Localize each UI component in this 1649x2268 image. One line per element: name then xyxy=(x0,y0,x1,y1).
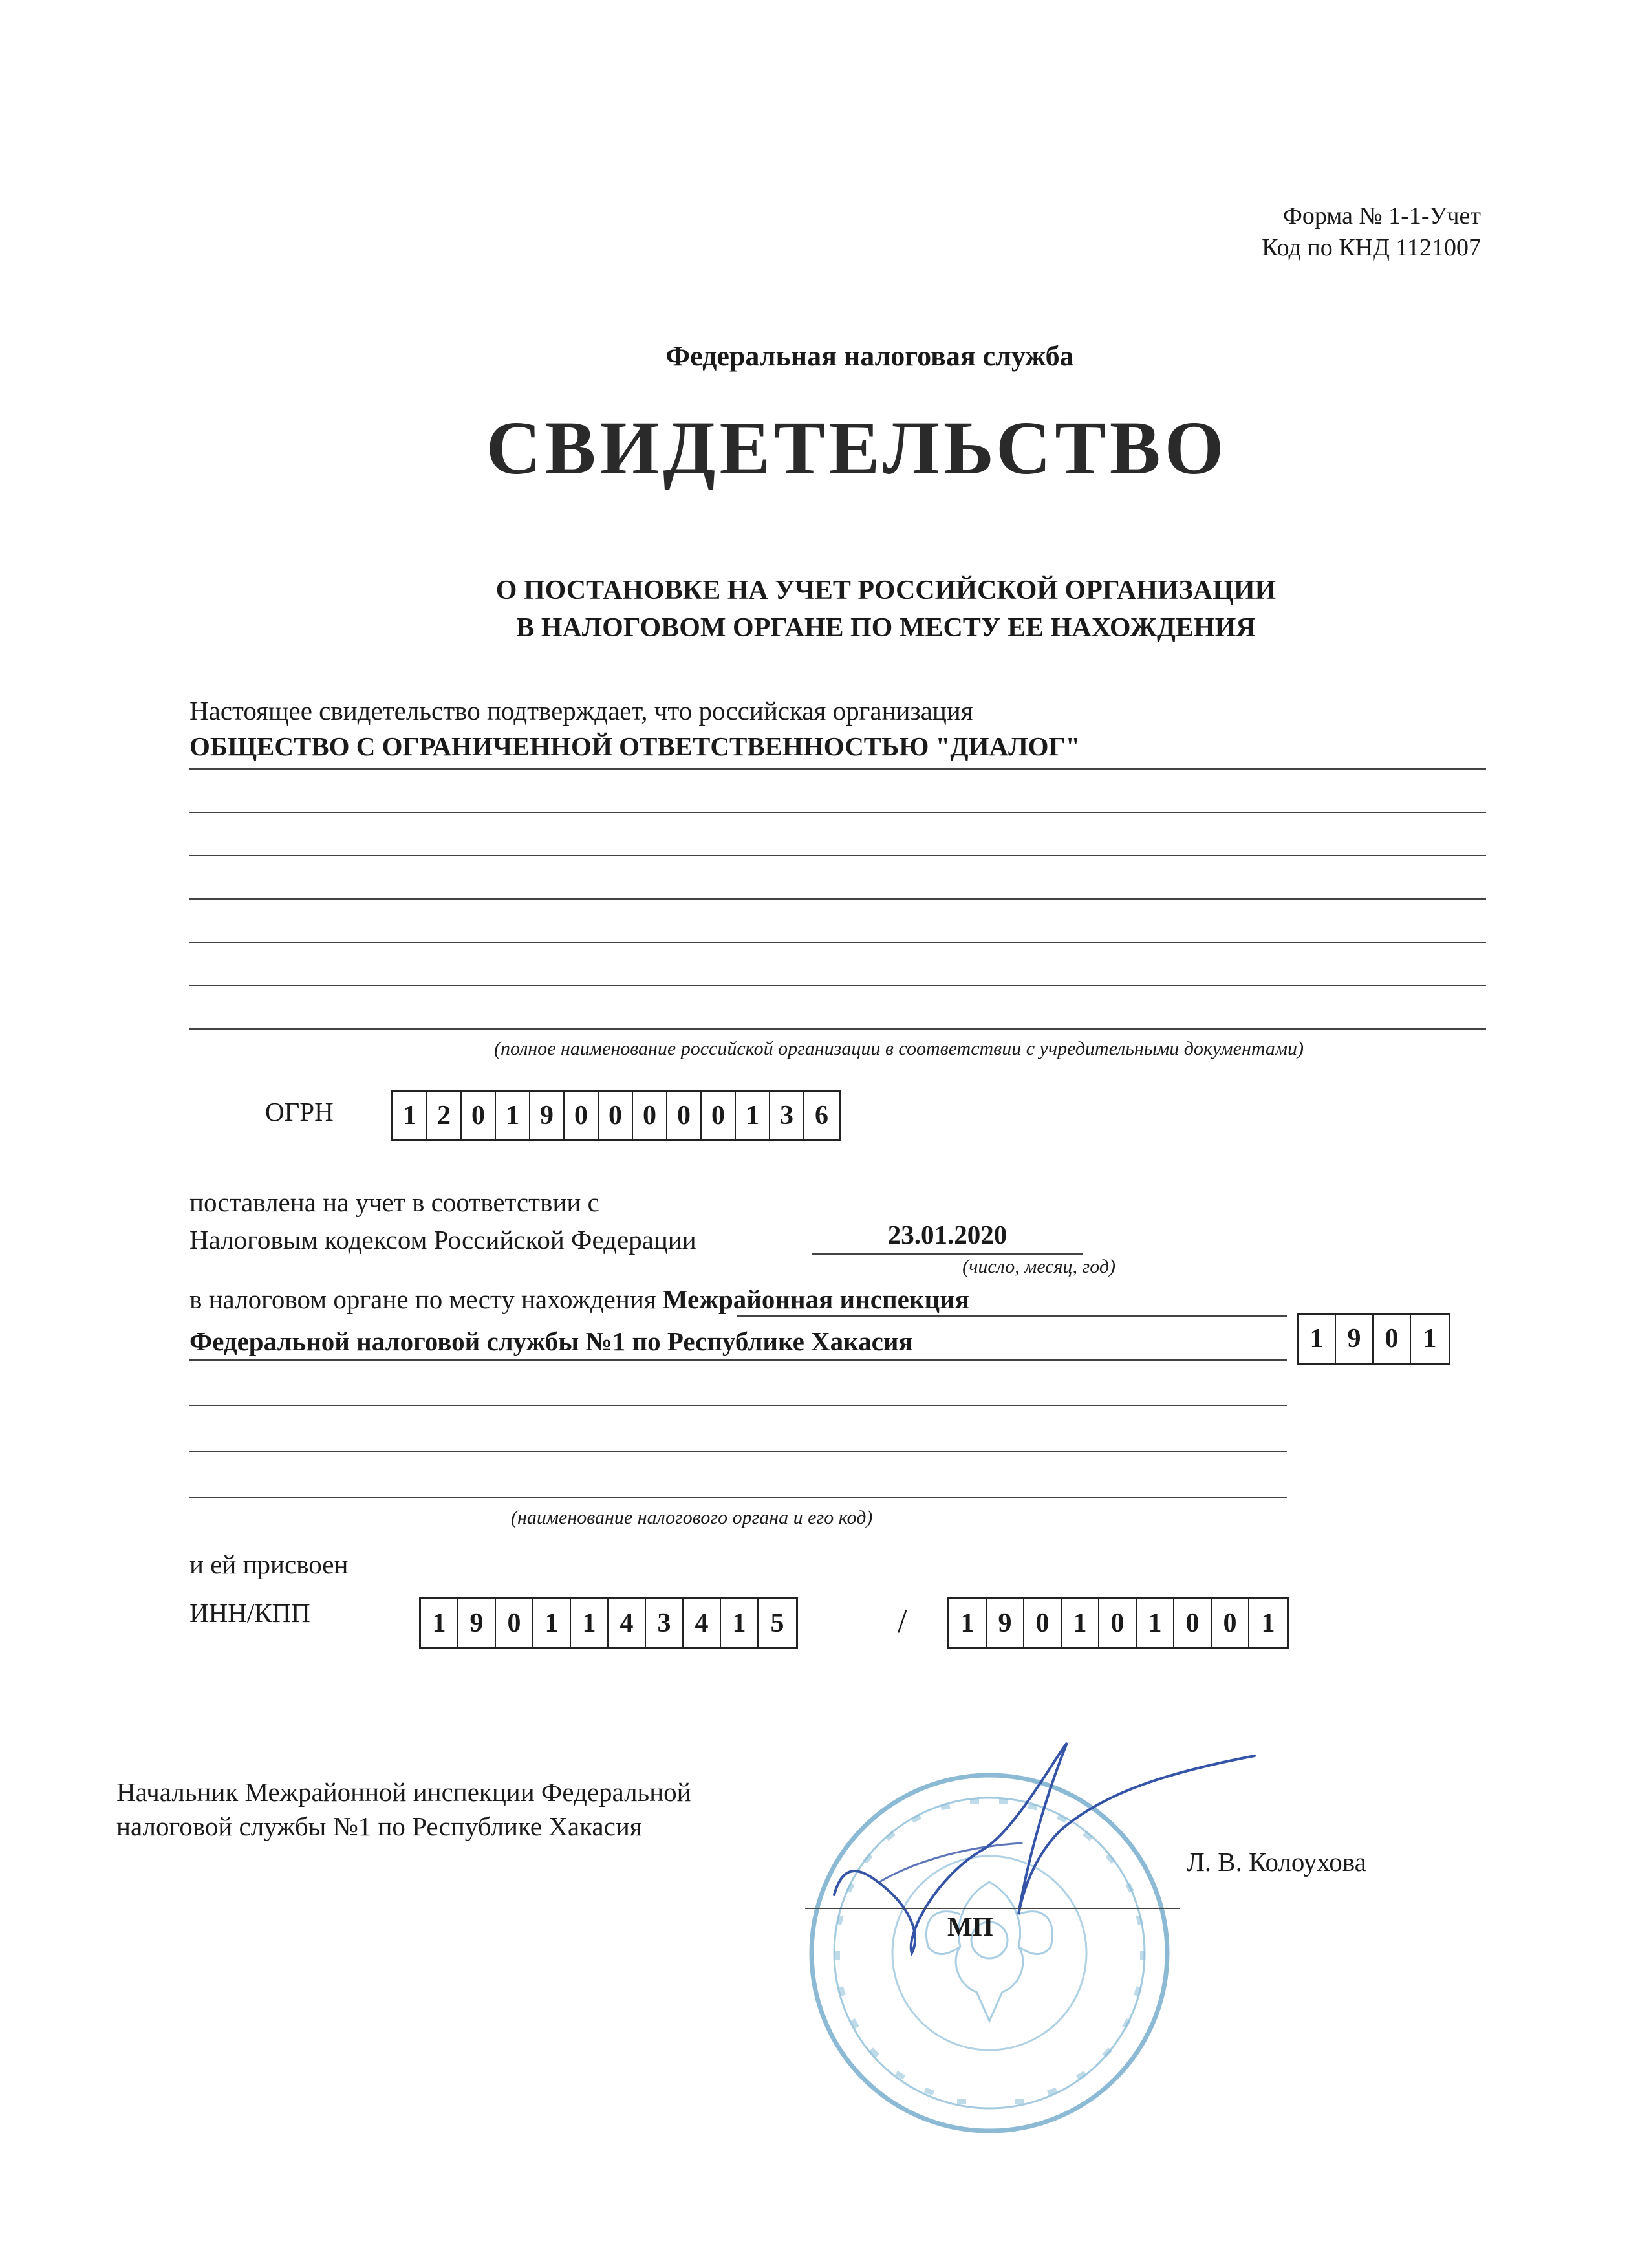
intro-text: Настоящее свидетельство подтверждает, что российская организация xyxy=(189,696,973,726)
inn-digit: 5 xyxy=(770,1608,784,1638)
date-line xyxy=(812,1253,1083,1255)
kpp-digit: 1 xyxy=(1261,1608,1275,1638)
tax-office-code-boxes xyxy=(1297,1313,1450,1365)
tax-office-code-digit: 9 xyxy=(1336,1315,1374,1363)
ogrn-digit: 9 xyxy=(530,1092,565,1139)
inn-digit: 9 xyxy=(458,1599,496,1647)
inn-kpp-label: ИНН/КПП xyxy=(189,1598,310,1628)
assigned-text: и ей присвоен xyxy=(189,1550,349,1579)
ogrn-digit: 0 xyxy=(702,1092,736,1139)
ogrn-digit: 1 xyxy=(736,1092,770,1139)
subtitle-line-1: О ПОСТАНОВКЕ НА УЧЕТ РОССИЙСКОЙ ОРГАНИЗАЦИИ xyxy=(495,576,1277,605)
inn-kpp-separator: / xyxy=(898,1603,907,1640)
inn-digit: 1 xyxy=(721,1599,759,1647)
inn-digit: 1 xyxy=(571,1599,609,1647)
certificate-title: СВИДЕТЕЛЬСТВО xyxy=(486,405,1228,490)
ogrn-digit: 1 xyxy=(393,1092,427,1139)
ogrn-digit: 0 xyxy=(565,1092,599,1139)
tax-office-code-digit: 1 xyxy=(1299,1315,1336,1363)
certificate-subtitle xyxy=(0,572,1649,647)
inn-digit: 4 xyxy=(684,1599,721,1647)
tax-office-caption: (наименование налогового органа и его код) xyxy=(511,1507,873,1528)
signatory-position-line-1: Начальник Межрайонной инспекции Федеральной xyxy=(116,1777,691,1807)
ogrn-digit: 3 xyxy=(770,1092,804,1139)
inn-digit: 1 xyxy=(421,1599,458,1647)
ogrn-digit: 0 xyxy=(462,1092,496,1139)
tax-office-name-part-2: Федеральной налоговой службы №1 по Республике Хакасия xyxy=(189,1326,913,1356)
ogrn-boxes xyxy=(391,1090,841,1141)
org-line-4 xyxy=(189,898,1486,900)
inn-digit: 1 xyxy=(534,1599,571,1647)
kpp-digit: 1 xyxy=(1062,1599,1099,1647)
org-caption: (полное наименование российской организации в соответствии с учредительными документами) xyxy=(493,1038,1304,1059)
knd-code: Код по КНД 1121007 xyxy=(1262,234,1481,262)
kpp-digit: 0 xyxy=(1024,1599,1062,1647)
kpp-digit: 9 xyxy=(987,1599,1024,1647)
ogrn-digit: 0 xyxy=(667,1092,702,1139)
signature-line xyxy=(805,1908,1180,1909)
agency-name: Федеральная налоговая служба xyxy=(665,340,1074,372)
org-line-6 xyxy=(189,985,1486,986)
inn-boxes xyxy=(419,1597,798,1649)
org-line-7 xyxy=(189,1028,1486,1030)
tax-office-code-digit: 0 xyxy=(1374,1315,1411,1363)
signature-icon xyxy=(808,1720,1274,1966)
signatory-position xyxy=(116,1775,691,1844)
form-number: Форма № 1-1-Учет xyxy=(1282,202,1481,230)
stamp-label: МП xyxy=(947,1912,993,1941)
kpp-digit: 0 xyxy=(1212,1599,1249,1647)
ogrn-digit: 1 xyxy=(496,1092,530,1139)
subtitle-line-2: В НАЛОГОВОМ ОРГАНЕ ПО МЕСТУ ЕЕ НАХОЖДЕНИЯ xyxy=(516,612,1256,643)
ogrn-digit: 6 xyxy=(815,1101,828,1130)
tax-office-prefix-text: в налоговом органе по месту нахождения xyxy=(189,1284,656,1314)
inn-digit: 3 xyxy=(646,1599,684,1647)
org-name: ОБЩЕСТВО С ОГРАНИЧЕННОЙ ОТВЕТСТВЕННОСТЬЮ "ДИАЛОГ" xyxy=(189,731,1081,761)
form-header xyxy=(1262,200,1481,265)
tax-office-line-2 xyxy=(189,1359,1287,1361)
ogrn-digit: 0 xyxy=(599,1092,633,1139)
registration-date: 23.01.2020 xyxy=(887,1220,1008,1249)
ogrn-digit: 2 xyxy=(427,1092,462,1139)
kpp-digit: 1 xyxy=(949,1599,987,1647)
kpp-digit: 0 xyxy=(1174,1599,1212,1647)
tax-office-line-5 xyxy=(189,1497,1287,1498)
tax-office-name-part-1: Межрайонная инспекция xyxy=(662,1284,969,1314)
signatory-position-line-2: налоговой службы №1 по Республике Хакасия xyxy=(116,1811,642,1842)
tax-office-line-4 xyxy=(189,1451,1287,1452)
signatory-name: Л. В. Колоухова xyxy=(1187,1847,1366,1877)
org-line-1 xyxy=(189,768,1486,770)
org-line-2 xyxy=(189,812,1486,813)
ogrn-digit: 0 xyxy=(633,1092,667,1139)
tax-office-prefix xyxy=(189,1284,969,1315)
tax-office-line-3 xyxy=(189,1405,1287,1406)
tax-office-code-digit: 1 xyxy=(1423,1324,1437,1354)
inn-digit: 4 xyxy=(609,1599,646,1647)
kpp-digit: 0 xyxy=(1099,1599,1137,1647)
tax-office-line-1 xyxy=(737,1315,1287,1317)
org-line-5 xyxy=(189,942,1486,943)
registration-line-1: поставлена на учет в соответствии с xyxy=(189,1187,599,1217)
kpp-boxes xyxy=(947,1597,1289,1649)
date-caption: (число, месяц, год) xyxy=(962,1256,1116,1277)
ogrn-label: ОГРН xyxy=(265,1097,334,1127)
registration-line-2: Налоговым кодексом Российской Федерации xyxy=(189,1225,696,1255)
kpp-digit: 1 xyxy=(1137,1599,1174,1647)
org-line-3 xyxy=(189,855,1486,856)
inn-digit: 0 xyxy=(496,1599,534,1647)
